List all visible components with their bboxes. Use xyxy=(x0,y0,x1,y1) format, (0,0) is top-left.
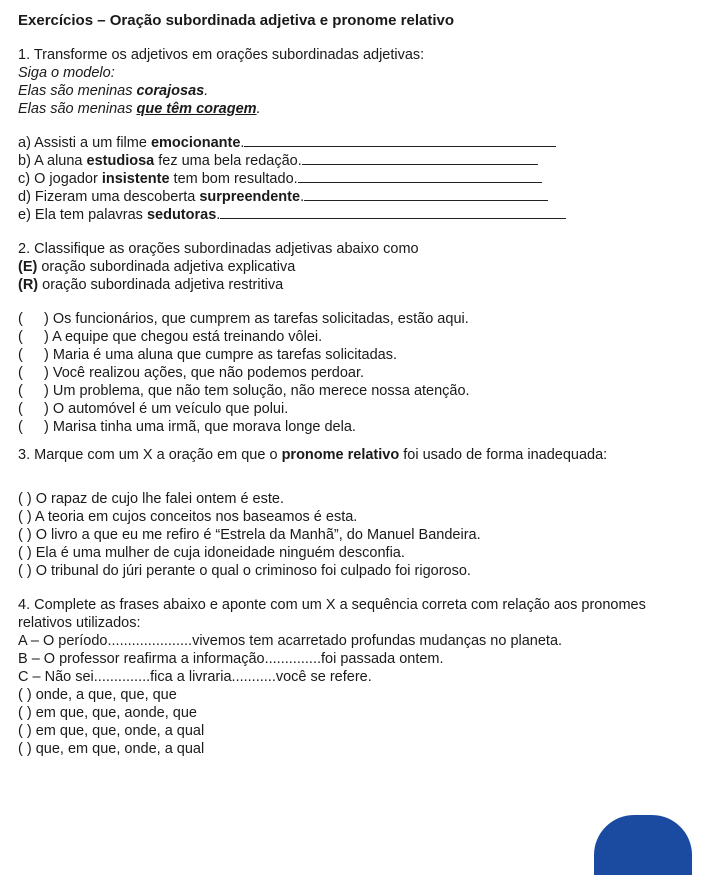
q2-item-4[interactable]: ( ) Você realizou ações, que não podemos perdoar. xyxy=(18,365,365,381)
answer-blank[interactable] xyxy=(244,134,556,147)
question-2 xyxy=(18,240,708,436)
q4-sentence-b: B – O professor reafirma a informação..............foi passada ontem. xyxy=(18,651,444,667)
q2-option-explicativa: (E) oração subordinada adjetiva explicativa xyxy=(18,259,296,275)
answer-blank[interactable] xyxy=(302,152,538,165)
q1-item-a: a) Assisti a um filme emocionante. xyxy=(18,134,708,152)
q1-model-line-1: Elas são meninas corajosas. xyxy=(18,83,209,99)
page-title: Exercícios – Oração subordinada adjetiva e pronome relativo xyxy=(18,12,454,29)
worksheet xyxy=(18,12,708,758)
q1-item-c: c) O jogador insistente tem bom resultado. xyxy=(18,170,708,188)
question-3 xyxy=(18,446,708,580)
q2-item-6[interactable]: ( ) O automóvel é um veículo que polui. xyxy=(18,401,289,417)
q1-model-line-2: Elas são meninas que têm coragem. xyxy=(18,101,261,117)
answer-paren[interactable]: ( xyxy=(18,365,23,381)
q1-item-b: b) A aluna estudiosa fez uma bela redação. xyxy=(18,152,708,170)
q2-item-5[interactable]: ( ) Um problema, que não tem solução, não merece nossa atenção. xyxy=(18,383,470,399)
q4-option-2[interactable]: ( ) em que, que, aonde, que xyxy=(18,705,197,721)
q3-prompt: 3. Marque com um X a oração em que o pronome relativo foi usado de forma inadequada: xyxy=(18,447,608,463)
question-1 xyxy=(18,46,708,224)
answer-paren[interactable]: ( xyxy=(18,401,23,417)
q3-item-5[interactable]: ( ) O tribunal do júri perante o qual o criminoso foi culpado foi rigoroso. xyxy=(18,563,471,579)
q3-item-4[interactable]: ( ) Ela é uma mulher de cuja idoneidade ninguém desconfia. xyxy=(18,545,405,561)
q2-prompt: 2. Classifique as orações subordinadas adjetivas abaixo como xyxy=(18,241,419,257)
answer-paren[interactable]: ( xyxy=(18,383,23,399)
q4-prompt-line-1: 4. Complete as frases abaixo e aponte com um X a sequência correta com relação aos pronomes xyxy=(18,597,646,613)
q3-item-3[interactable]: ( ) O livro a que eu me refiro é “Estrela da Manhã”, do Manuel Bandeira. xyxy=(18,527,481,543)
answer-paren[interactable]: ( xyxy=(18,329,23,345)
q2-item-2[interactable]: ( ) A equipe que chegou está treinando vôlei. xyxy=(18,329,323,345)
answer-blank[interactable] xyxy=(298,170,542,183)
q1-prompt: 1. Transforme os adjetivos em orações subordinadas adjetivas: xyxy=(18,47,425,63)
q1-item-d: d) Fizeram uma descoberta surpreendente. xyxy=(18,188,708,206)
q4-sentence-a: A – O período.....................vivemos tem acarretado profundas mudanças no planeta. xyxy=(18,633,563,649)
answer-paren[interactable]: ( xyxy=(18,419,23,435)
q2-item-1[interactable]: ( ) Os funcionários, que cumprem as tarefas solicitadas, estão aqui. xyxy=(18,311,469,327)
q2-item-7[interactable]: ( ) Marisa tinha uma irmã, que morava longe dela. xyxy=(18,419,356,435)
q1-item-e: e) Ela tem palavras sedutoras. xyxy=(18,206,708,224)
answer-paren[interactable]: ( xyxy=(18,311,23,327)
answer-paren[interactable]: ( xyxy=(18,347,23,363)
q1-model-label: Siga o modelo: xyxy=(18,65,115,81)
q2-item-3[interactable]: ( ) Maria é uma aluna que cumpre as tarefas solicitadas. xyxy=(18,347,398,363)
floating-action-button[interactable] xyxy=(594,815,692,875)
question-4 xyxy=(18,596,708,758)
answer-blank[interactable] xyxy=(304,188,548,201)
q3-item-2[interactable]: ( ) A teoria em cujos conceitos nos baseamos é esta. xyxy=(18,509,358,525)
q4-option-4[interactable]: ( ) que, em que, onde, a qual xyxy=(18,741,205,757)
answer-blank[interactable] xyxy=(220,206,566,219)
q4-option-1[interactable]: ( ) onde, a que, que, que xyxy=(18,687,177,703)
q3-item-1[interactable]: ( ) O rapaz de cujo lhe falei ontem é este. xyxy=(18,491,284,507)
q4-sentence-c: C – Não sei..............fica a livraria...........você se refere. xyxy=(18,669,372,685)
q4-option-3[interactable]: ( ) em que, que, onde, a qual xyxy=(18,723,205,739)
q4-prompt-line-2: relativos utilizados: xyxy=(18,615,141,631)
q2-option-restritiva: (R) oração subordinada adjetiva restritiva xyxy=(18,277,284,293)
